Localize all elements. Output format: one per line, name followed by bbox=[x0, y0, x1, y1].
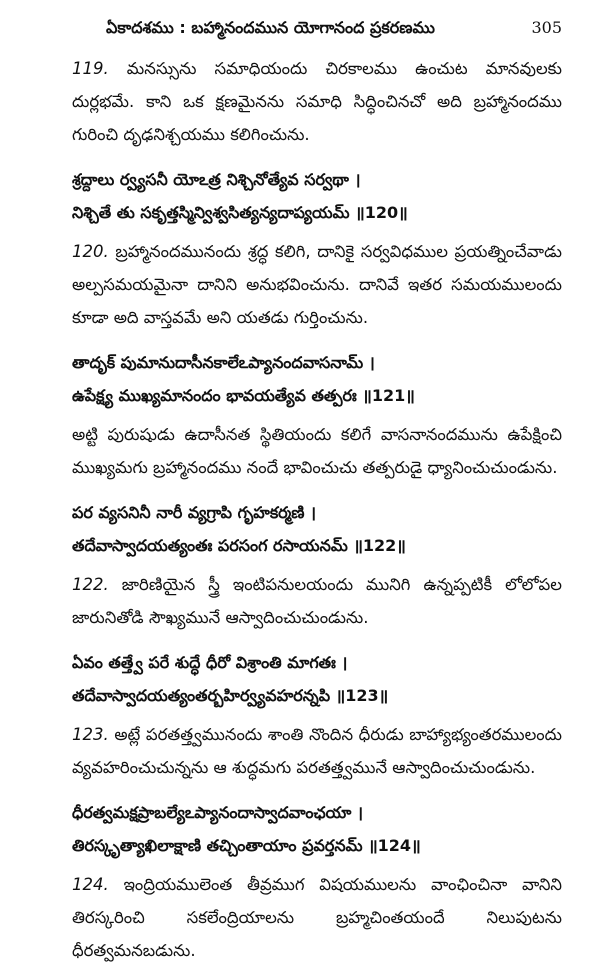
verse-number: 124. bbox=[72, 875, 109, 894]
verse-line: తాదృక్ పుమానుదాసీనకాలేఽప్యానందవాసనామ్ । bbox=[72, 353, 375, 372]
sanskrit-verse-123 bbox=[72, 646, 562, 712]
sanskrit-verse-122 bbox=[72, 496, 562, 562]
verse-line: ఏవం తత్త్వే పరే శుద్ధే ధీరో విశ్రాంతి మాగతః । bbox=[72, 653, 348, 672]
verse-line: ఉపేక్ష్య ముఖ్యమానందం భావయత్యేవ తత్పరః ॥121॥ bbox=[72, 386, 415, 405]
verse-number: 119. bbox=[72, 59, 109, 78]
commentary-122 bbox=[72, 568, 562, 634]
running-head: ఏకాదశము : బహ్మానందమున యోగానంద ప్రకరణము bbox=[106, 18, 435, 37]
commentary-121 bbox=[72, 418, 562, 484]
verse-line: నిశ్చితే తు సకృత్తస్మిన్విశ్వసిత్యన్యదాప్యయమ్ ॥120॥ bbox=[72, 203, 408, 222]
sanskrit-verse-121 bbox=[72, 346, 562, 412]
verse-number: 122. bbox=[72, 575, 109, 594]
verse-line: తిరస్కృత్యాఖిలాక్షాణి తచ్చింతాయాం ప్రవర్తనమ్ ॥124॥ bbox=[72, 836, 421, 855]
verse-line: పర వ్యసనినీ నారీ వ్యగ్రాపి గృహకర్మణి । bbox=[72, 503, 317, 522]
verse-line: తదేవాస్వాదయత్యంతర్బహిర్వ్యవహరన్నపి ॥123॥ bbox=[72, 686, 389, 705]
commentary-text: అట్టి పురుషుడు ఉదాసీనత స్థితియందు కలిగే వాసనానందమును ఉపేక్షించి ముఖ్యమగు బ్రహ్మానందము నందే భావించుచు తత్పరుడై ధ్యానించుచుండును. bbox=[72, 425, 562, 477]
sanskrit-verse-120 bbox=[72, 163, 562, 229]
commentary-text: అట్లే పరతత్త్వమునందు శాంతి నొందిన ధీరుడు బాహ్యాభ్యంతరములందు వ్యవహరించుచున్నను ఆ శుద్ధమగు పరతత్త్వమునే ఆస్వాదించుచుండును. bbox=[72, 725, 562, 777]
commentary-123 bbox=[72, 718, 562, 784]
verse-line: ధీరత్వమక్షప్రాబల్యేఽప్యానందాస్వాదవాంఛయా । bbox=[72, 803, 364, 822]
commentary-120 bbox=[72, 235, 562, 334]
commentary-text: మనస్సును సమాధియందు చిరకాలము ఉంచుట మానవులకు దుర్లభమే. కాని ఒక క్షణమైనను సమాధి సిద్ధించినచో అది బ్రహ్మానందము గురించి దృఢనిశ్చయము కలిగించును. bbox=[72, 59, 562, 144]
verse-number: 123. bbox=[72, 725, 109, 744]
verse-line: శ్రద్దాలు ర్వ్యసనీ యోఽత్ర నిశ్చినోత్యేవ సర్వథా । bbox=[72, 170, 361, 189]
verse-number: 120. bbox=[72, 242, 109, 261]
commentary-119 bbox=[72, 52, 562, 151]
commentary-text: జారిణియైన స్త్రీ ఇంటిపనులయందు మునిగి ఉన్నప్పటికీ లోలోపల జారునితోడి సౌఖ్యమునే ఆస్వాదించుచుండును. bbox=[72, 575, 562, 627]
sanskrit-verse-124 bbox=[72, 796, 562, 862]
commentary-124 bbox=[72, 868, 562, 967]
commentary-text: ఇంద్రియములెంత తీవ్రముగ విషయములను వాంఛించినా వానిని తిరస్కరించి సకలేంద్రియాలను బ్రహ్మచింతయందే నిలుపుటను ధీరత్వమనబడును. bbox=[72, 875, 562, 960]
page-header bbox=[72, 18, 562, 52]
page-number: 305 bbox=[531, 18, 562, 37]
verse-line: తదేవాస్వాదయత్యంతః పరసంగ రసాయనమ్ ॥122॥ bbox=[72, 536, 406, 555]
commentary-text: బ్రహ్మానందమునందు శ్రద్ధ కలిగి, దానికై సర్వవిధముల ప్రయత్నించేవాడు అల్పసమయమైనా దానిని అనుభవించును. దానివే ఇతర సమయములందు కూడా అది వాస్తవమే అని యతడు గుర్తించును. bbox=[72, 242, 562, 327]
